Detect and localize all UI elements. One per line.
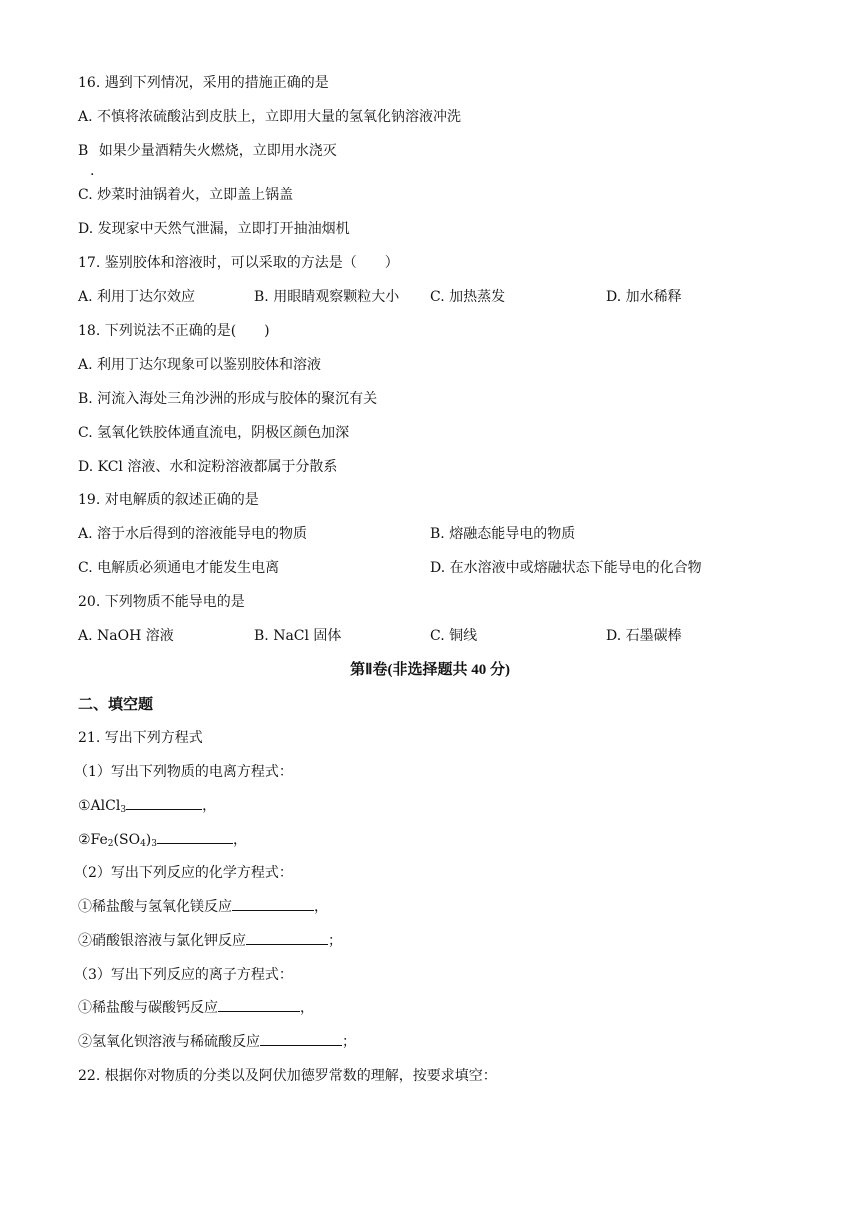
q16-stem: 16. 遇到下列情况，采用的措施正确的是 [78,75,329,91]
q20-option-a: A. NaOH 溶液 [78,628,174,644]
q17-option-d: D. 加水稀释 [606,289,682,305]
q21-part1-item1: ①AlCl$_3$ ， [78,798,217,815]
section-title: 第Ⅱ卷(非选择题共 40 分) [350,662,510,678]
q21-part2-item2: ②硝酸银溶液与氯化钾反应 ； [78,933,342,949]
q22-stem: 22. 根据你对物质的分类以及阿伏加德罗常数的理解，按要求填空： [78,1068,497,1084]
q17-option-a: A. 利用丁达尔效应 [78,289,196,305]
q16-option-b-text: 如果少量酒精失火燃烧，立即用水浇灭 [98,143,337,159]
answer-blank[interactable] [232,898,314,911]
q16-option-b-dot: . [90,163,95,179]
q18-option-c: C. 氢氧化铁胶体通直流电，阴极区颜色加深 [78,425,350,441]
q19-option-d: D. 在水溶液中或熔融状态下能导电的化合物 [430,560,702,576]
q21-part1-item2: $②Fe_2(SO_4)_3$ ， [78,832,247,849]
q16-option-b-letter: B [78,143,89,159]
q18-option-a: A. 利用丁达尔现象可以鉴别胶体和溶液 [78,357,322,373]
answer-blank[interactable] [260,1033,342,1046]
q21-part3-heading: （3）写出下列反应的离子方程式： [74,967,293,983]
q16-option-d: D. 发现家中天然气泄漏，立即打开抽油烟机 [78,221,350,237]
q21-stem: 21. 写出下列方程式 [78,730,203,746]
q19-option-b: B. 熔融态能导电的物质 [430,526,576,542]
q18-stem: 18. 下列说法不正确的是( ) [78,323,270,339]
answer-blank[interactable] [126,797,202,810]
q21-part3-item1: ①稀盐酸与碳酸钙反应 ， [78,1000,314,1016]
q21-part1-heading: （1）写出下列物质的电离方程式： [74,764,293,780]
q19-option-c: C. 电解质必须通电才能发生电离 [78,560,280,576]
q21-part3-item2: ②氢氧化钡溶液与稀硫酸反应 ； [78,1034,356,1050]
q20-option-d: D. 石墨碳棒 [606,628,682,644]
q21-part2-heading: （2）写出下列反应的化学方程式： [74,865,293,881]
q21-part2-item1: ①稀盐酸与氢氧化镁反应 ， [78,899,328,915]
q16-option-c: C. 炒菜时油锅着火，立即盖上锅盖 [78,187,294,203]
q19-stem: 19. 对电解质的叙述正确的是 [78,492,259,508]
section-heading: 二、填空题 [78,695,154,713]
q16-option-a: A. 不慎将浓硫酸沾到皮肤上，立即用大量的氢氧化钠溶液冲洗 [78,109,462,125]
answer-blank[interactable] [157,831,233,844]
q20-stem: 20. 下列物质不能导电的是 [78,594,245,610]
q18-option-d: D. KCl 溶液、水和淀粉溶液都属于分散系 [78,459,338,475]
q20-option-c: C. 铜线 [430,628,478,644]
q19-option-a: A. 溶于水后得到的溶液能导电的物质 [78,526,308,542]
q16-option-b [78,142,337,160]
answer-blank[interactable] [246,932,328,945]
q17-stem: 17. 鉴别胶体和溶液时，可以采取的方法是（ ） [78,255,399,271]
q20-option-b: B. NaCl 固体 [254,628,342,644]
q17-option-b: B. 用眼睛观察颗粒大小 [254,289,400,305]
q17-option-c: C. 加热蒸发 [430,289,506,305]
answer-blank[interactable] [218,999,300,1012]
q18-option-b: B. 河流入海处三角沙洲的形成与胶体的聚沉有关 [78,391,378,407]
